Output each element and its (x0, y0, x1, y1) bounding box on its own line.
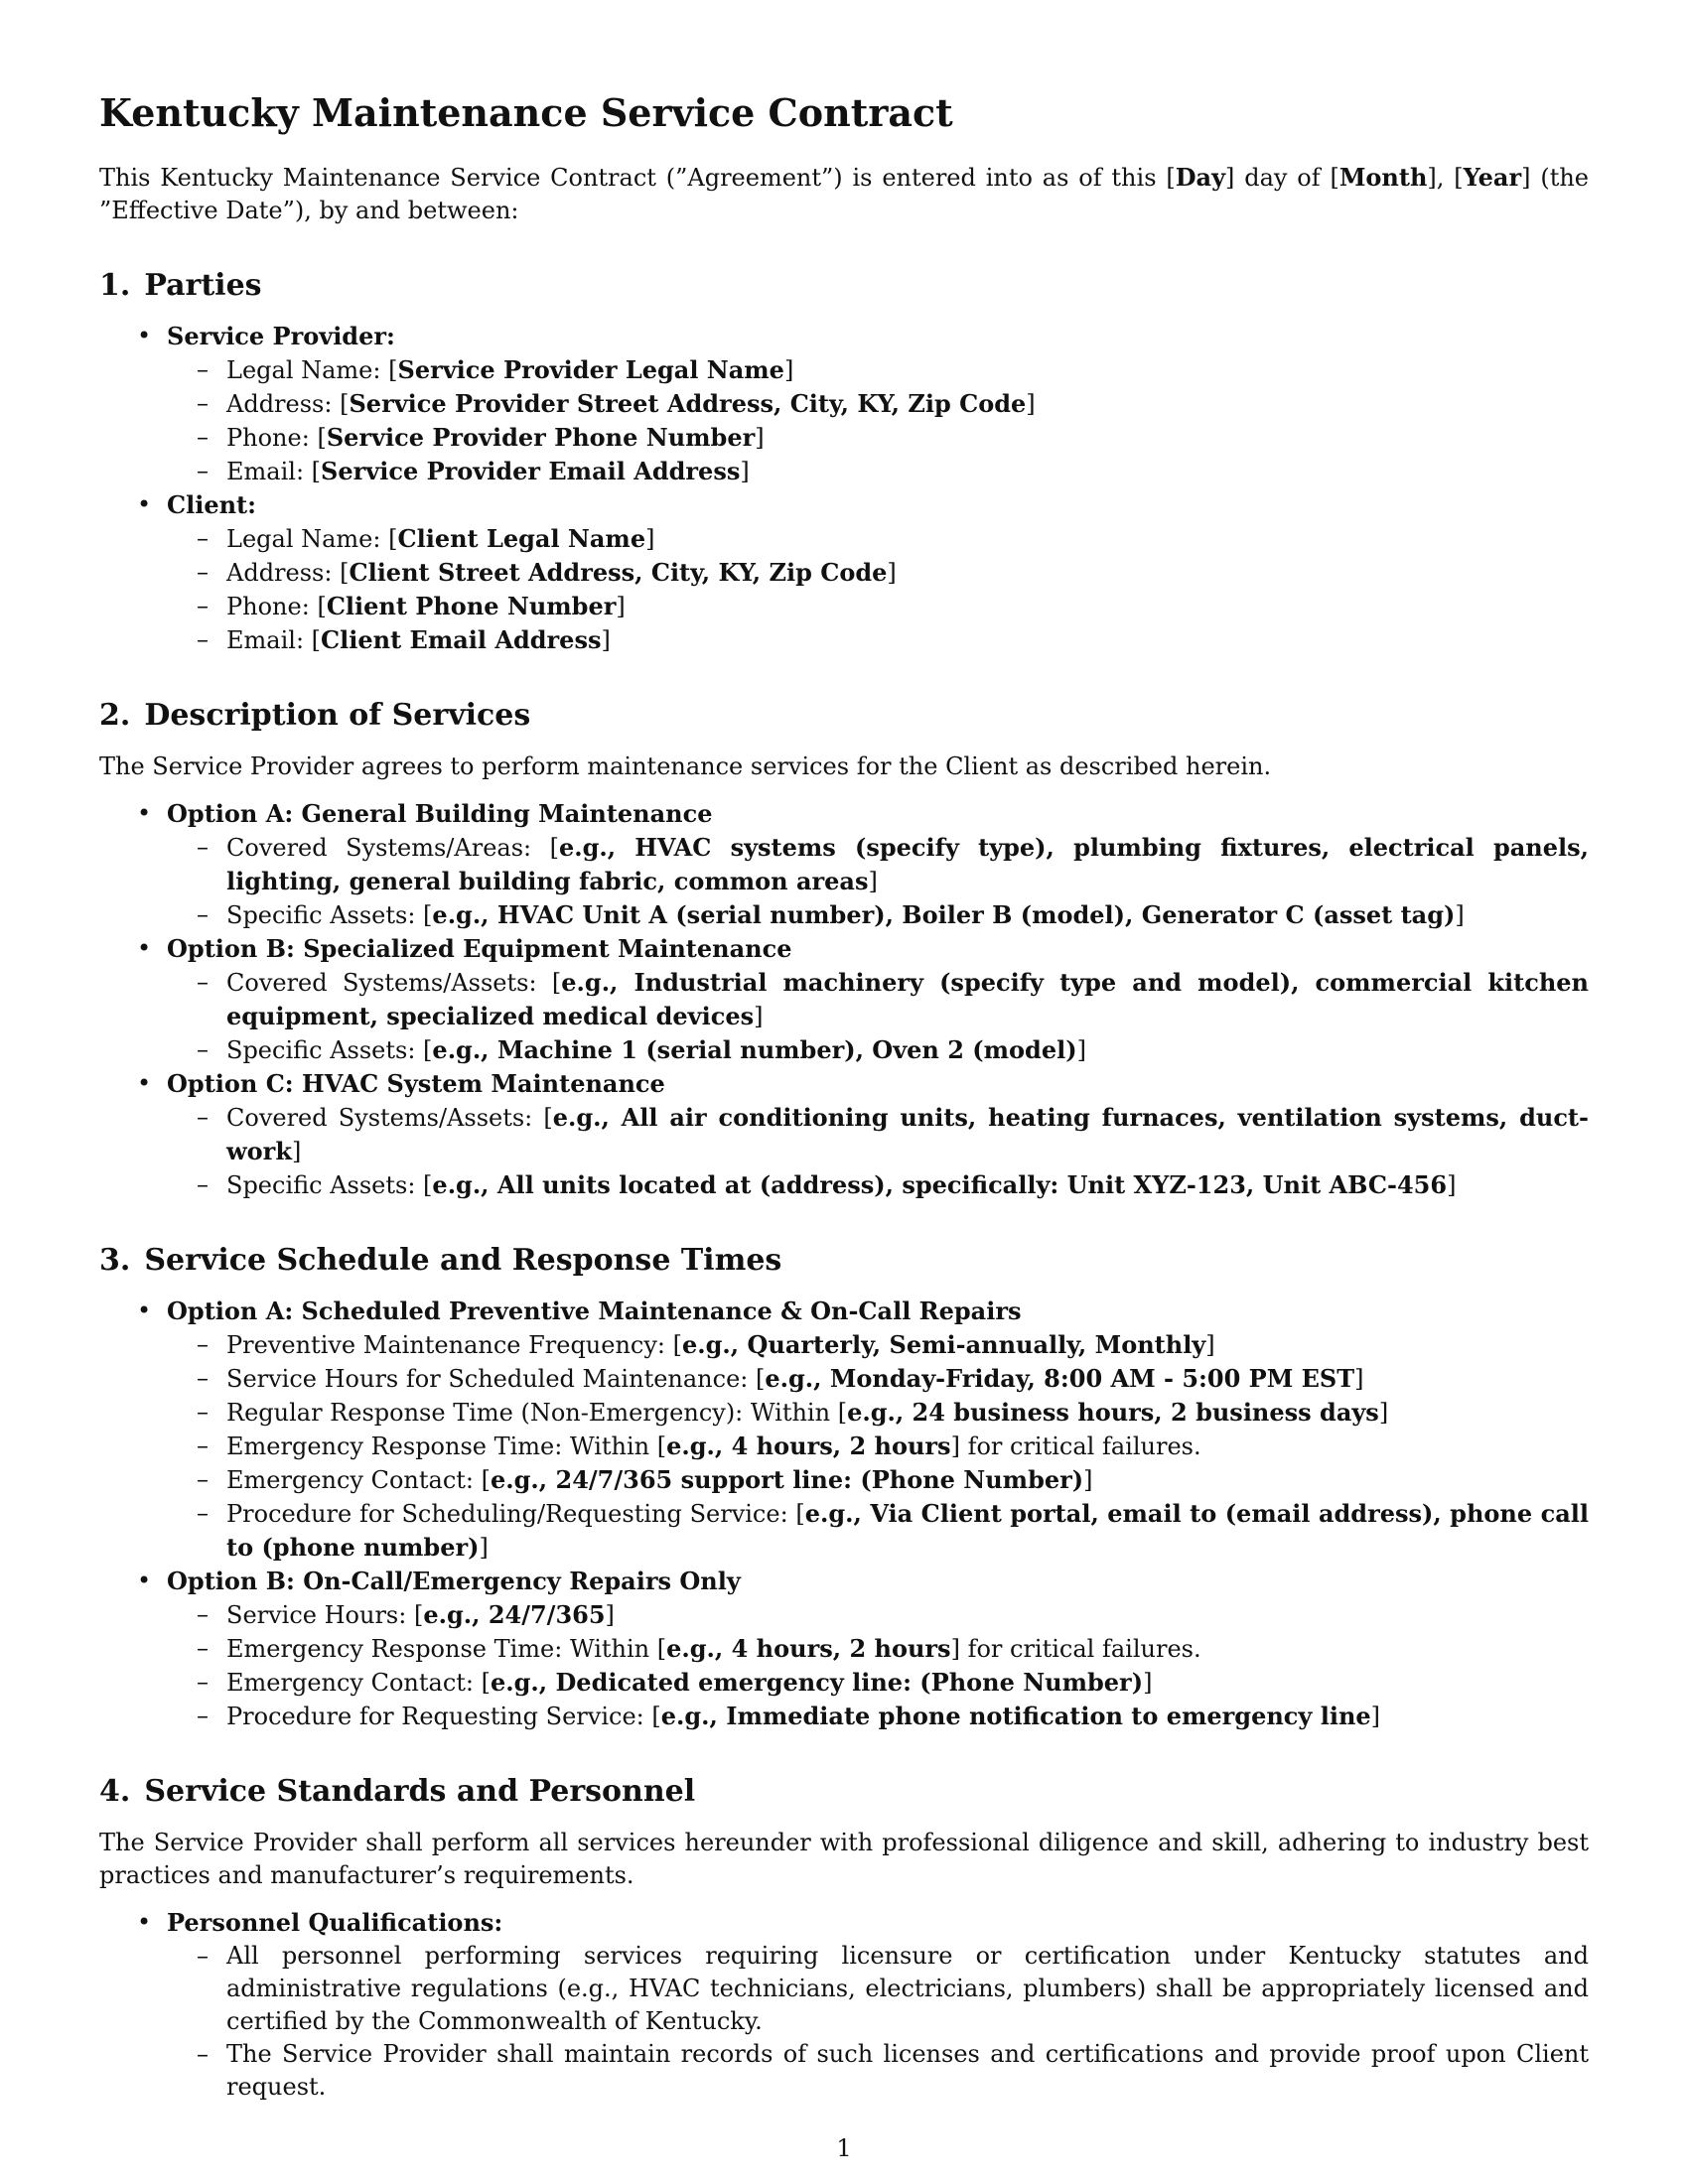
section-heading-schedule: 3. Service Schedule and Response Times (99, 1242, 782, 1278)
list-item: • Option A: Scheduled Preventive Maintenance & On-Call Repairs – Preventive Maintenance Frequency: [e.g., Quarterly, Semi-annually, Monthly] – Service Hours for Scheduled Maintenance: [e.g., Monday-Friday, 8:00 AM - 5:00 PM EST] – Regular Response Time (Non-Emergency): Within [e.g., 24 business hours, 2 business days] – Emergency Response Time: Within [e.g., 4 hours, 2 hours] for critical failures. – Emergency Contact: [e.g., 24/7/365 support line: (Phone Number)] – Procedure for Scheduling/Requesting Service: [e.g., Via Client portal, email to (email address), phone call to (phone number)] (167, 1295, 1589, 1565)
list-item: • Option B: On-Call/Emergency Repairs Only – Service Hours: [e.g., 24/7/365] – Emergency Response Time: Within [e.g., 4 hours, 2 hours] for critical failures. – Emergency Contact: [e.g., Dedicated emergency line: (Phone Number)] – Procedure for Requesting Service: [e.g., Immediate phone notification to emergency line] (167, 1565, 1589, 1733)
list-item: – Specific Assets: [e.g., All units located at (address), specifically: Unit XYZ-123, Unit ABC-456] (226, 1168, 1589, 1202)
month-placeholder: Month (1338, 162, 1428, 192)
list-item: – Covered Systems/Areas: [e.g., HVAC systems (specify type), plumbing fixtures, electrical panels, lighting, general building fabric, common areas] (226, 831, 1589, 898)
list-item: – Regular Response Time (Non-Emergency): Within [e.g., 24 business hours, 2 business days] (226, 1396, 1589, 1430)
list-item: – Phone: [Service Provider Phone Number] (226, 421, 1589, 455)
intro-paragraph: This Kentucky Maintenance Service Contract (”Agreement”) is entered into as of this [Day] day of [Month], [Year] (the ”Effective Date”), by and between: (99, 162, 1589, 224)
list-item: – Emergency Response Time: Within [e.g., 4 hours, 2 hours] for critical failures. (226, 1632, 1589, 1666)
list-item: – Procedure for Scheduling/Requesting Service: [e.g., Via Client portal, email to (email address), phone call to (phone number)] (226, 1497, 1589, 1565)
list-item: – Service Hours: [e.g., 24/7/365] (226, 1598, 1589, 1632)
list-item: • Option C: HVAC System Maintenance – Covered Systems/Assets: [e.g., All air conditioning units, heating furnaces, ventilation systems, ductwork] – Specific Assets: [e.g., All units located at (address), specifically: Unit XYZ-123, Unit ABC-456] (167, 1067, 1589, 1202)
list-item: – Service Hours for Scheduled Maintenance: [e.g., Monday-Friday, 8:00 AM - 5:00 PM EST] (226, 1362, 1589, 1396)
list-item: – Emergency Contact: [e.g., 24/7/365 support line: (Phone Number)] (226, 1463, 1589, 1497)
list-item: – Legal Name: [Service Provider Legal Name] (226, 353, 1589, 387)
list-item: – The Service Provider shall maintain records of such licenses and certifications and provide proof upon Client request. (226, 2038, 1589, 2104)
section-heading-description: 2. Description of Services (99, 698, 531, 733)
list-item: – Email: [Client Email Address] (226, 623, 1589, 657)
section-heading-standards: 4. Service Standards and Personnel (99, 1774, 696, 1809)
list-item: – Address: [Client Street Address, City, KY, Zip Code] (226, 556, 1589, 590)
list-item: – Specific Assets: [e.g., HVAC Unit A (serial number), Boiler B (model), Generator C (asset tag)] (226, 898, 1589, 932)
list-item: – Legal Name: [Client Legal Name] (226, 522, 1589, 556)
list-item: – Covered Systems/Assets: [e.g., Industrial machinery (specify type and model), commercial kitchen equipment, specialized medical devices] (226, 966, 1589, 1033)
list-item: – Specific Assets: [e.g., Machine 1 (serial number), Oven 2 (model)] (226, 1033, 1589, 1067)
parties-list (99, 320, 1589, 657)
list-item: – Procedure for Requesting Service: [e.g., Immediate phone notification to emergency line] (226, 1700, 1589, 1733)
document-title: Kentucky Maintenance Service Contract (99, 90, 953, 135)
section-heading-parties: 1. Parties (99, 267, 262, 303)
day-placeholder: Day (1175, 162, 1226, 192)
list-item: • Client: – Legal Name: [Client Legal Name] – Address: [Client Street Address, City, KY, Zip Code] – Phone: [Client Phone Number] – Email: [Client Email Address] (167, 488, 1589, 657)
service-options-list (99, 797, 1589, 1202)
page-number: 1 (836, 2134, 852, 2162)
list-item: – Emergency Contact: [e.g., Dedicated emergency line: (Phone Number)] (226, 1666, 1589, 1700)
personnel-list (99, 1906, 1589, 2104)
list-item: – Email: [Service Provider Email Address] (226, 455, 1589, 488)
list-item: – Address: [Service Provider Street Address, City, KY, Zip Code] (226, 387, 1589, 421)
standards-intro: The Service Provider shall perform all services hereunder with professional diligence and skill, adhering to industry best practices and manufacturer’s requirements. (99, 1828, 1589, 1889)
services-intro: The Service Provider agrees to perform maintenance services for the Client as described herein. (99, 751, 1272, 780)
list-item: – Covered Systems/Assets: [e.g., All air conditioning units, heating furnaces, ventilation systems, ductwork] (226, 1101, 1589, 1168)
year-placeholder: Year (1463, 162, 1522, 192)
schedule-options-list (99, 1295, 1589, 1733)
list-item: • Personnel Qualifications: – All personnel performing services requiring licensure or certification under Kentucky statutes and administrative regulations (e.g., HVAC technicians, electricians, plumbers) shall be appropriately licensed and certified by the Commonwealth of Kentucky. – The Service Provider shall maintain records of such licenses and certifications and provide proof upon Client request. (167, 1906, 1589, 2104)
list-item: • Option B: Specialized Equipment Maintenance – Covered Systems/Assets: [e.g., Industrial machinery (specify type and model), commercial kitchen equipment, specialized medical devices] – Specific Assets: [e.g., Machine 1 (serial number), Oven 2 (model)] (167, 932, 1589, 1067)
list-item: – Emergency Response Time: Within [e.g., 4 hours, 2 hours] for critical failures. (226, 1430, 1589, 1463)
list-item: – All personnel performing services requiring licensure or certification under Kentucky statutes and administrative regulations (e.g., HVAC technicians, electricians, plumbers) shall be appropriately licensed and certified by the Commonwealth of Kentucky. (226, 1940, 1589, 2038)
list-item: • Service Provider: – Legal Name: [Service Provider Legal Name] – Address: [Service Provider Street Address, City, KY, Zip Code] – Phone: [Service Provider Phone Number] – Email: [Service Provider Email Address] (167, 320, 1589, 488)
list-item: – Phone: [Client Phone Number] (226, 590, 1589, 623)
list-item: • Option A: General Building Maintenance – Covered Systems/Areas: [e.g., HVAC systems (specify type), plumbing fixtures, electrical panels, lighting, general building fabric, common areas] – Specific Assets: [e.g., HVAC Unit A (serial number), Boiler B (model), Generator C (asset tag)] (167, 797, 1589, 932)
list-item: – Preventive Maintenance Frequency: [e.g., Quarterly, Semi-annually, Monthly] (226, 1328, 1589, 1362)
